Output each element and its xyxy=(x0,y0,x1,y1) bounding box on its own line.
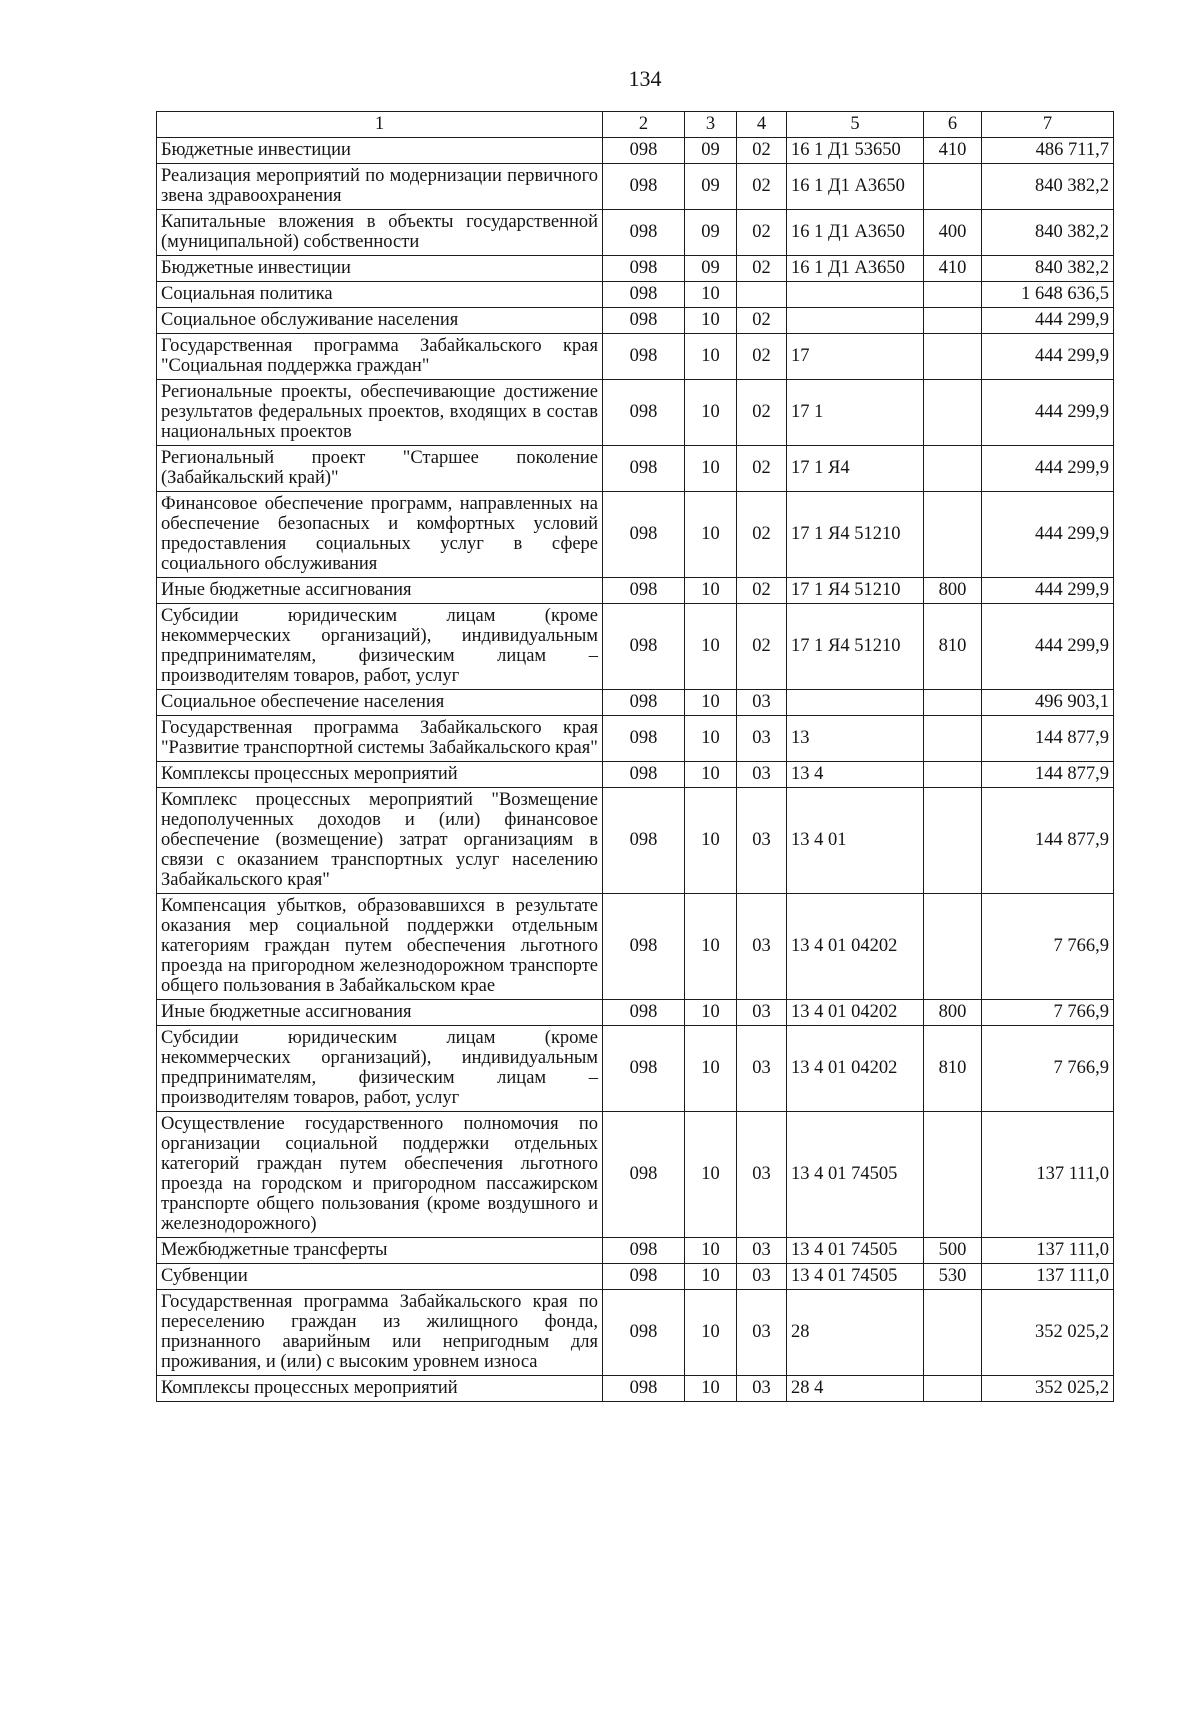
subsection-code-cell: 03 xyxy=(737,788,787,894)
subsection-code-cell: 02 xyxy=(737,604,787,690)
target-article-cell: 17 1 Я4 51210 xyxy=(787,578,924,604)
target-article-cell: 17 1 Я4 xyxy=(787,446,924,492)
amount-cell: 7 766,9 xyxy=(982,1000,1114,1026)
subsection-code-cell: 02 xyxy=(737,380,787,446)
expense-type-cell xyxy=(924,334,982,380)
amount-cell: 444 299,9 xyxy=(982,578,1114,604)
amount-cell: 7 766,9 xyxy=(982,894,1114,1000)
subsection-code-cell: 03 xyxy=(737,1376,787,1402)
target-article-cell: 13 4 01 04202 xyxy=(787,1026,924,1112)
header-col-4: 4 xyxy=(737,112,787,138)
admin-code-cell: 098 xyxy=(603,1376,685,1402)
amount-cell: 352 025,2 xyxy=(982,1290,1114,1376)
table-row xyxy=(157,334,1114,380)
subsection-code-cell: 02 xyxy=(737,446,787,492)
target-article-cell: 28 xyxy=(787,1290,924,1376)
amount-cell: 144 877,9 xyxy=(982,788,1114,894)
amount-cell: 496 903,1 xyxy=(982,690,1114,716)
section-code-cell: 10 xyxy=(685,282,737,308)
target-article-cell: 16 1 Д1 А3650 xyxy=(787,164,924,210)
section-code-cell: 10 xyxy=(685,446,737,492)
expense-type-cell: 810 xyxy=(924,1026,982,1112)
table-row xyxy=(157,1264,1114,1290)
amount-cell: 352 025,2 xyxy=(982,1376,1114,1402)
row-name-cell: Региональный проект "Старшее поколение (Забайкальский край)" xyxy=(157,446,603,492)
amount-cell: 1 648 636,5 xyxy=(982,282,1114,308)
section-code-cell: 10 xyxy=(685,1000,737,1026)
table-row xyxy=(157,282,1114,308)
amount-cell: 444 299,9 xyxy=(982,446,1114,492)
row-name-cell: Бюджетные инвестиции xyxy=(157,256,603,282)
table-row xyxy=(157,604,1114,690)
row-name-cell: Социальная политика xyxy=(157,282,603,308)
subsection-code-cell xyxy=(737,282,787,308)
target-article-cell: 16 1 Д1 53650 xyxy=(787,138,924,164)
expense-type-cell xyxy=(924,762,982,788)
section-code-cell: 10 xyxy=(685,690,737,716)
row-name-cell: Региональные проекты, обеспечивающие достижение результатов федеральных проектов, входящих в состав национальных проектов xyxy=(157,380,603,446)
amount-cell: 840 382,2 xyxy=(982,164,1114,210)
section-code-cell: 10 xyxy=(685,380,737,446)
row-name-cell: Субсидии юридическим лицам (кроме некоммерческих организаций), индивидуальным предпринимателям, физическим лицам – производителям товаров, работ, услуг xyxy=(157,604,603,690)
amount-cell: 444 299,9 xyxy=(982,604,1114,690)
admin-code-cell: 098 xyxy=(603,492,685,578)
expense-type-cell: 800 xyxy=(924,578,982,604)
subsection-code-cell: 02 xyxy=(737,334,787,380)
section-code-cell: 10 xyxy=(685,492,737,578)
expense-type-cell xyxy=(924,716,982,762)
expense-type-cell xyxy=(924,380,982,446)
subsection-code-cell: 03 xyxy=(737,1112,787,1238)
admin-code-cell: 098 xyxy=(603,1290,685,1376)
admin-code-cell: 098 xyxy=(603,578,685,604)
subsection-code-cell: 03 xyxy=(737,762,787,788)
table-row xyxy=(157,446,1114,492)
expense-type-cell: 400 xyxy=(924,210,982,256)
section-code-cell: 09 xyxy=(685,210,737,256)
section-code-cell: 10 xyxy=(685,1376,737,1402)
section-code-cell: 10 xyxy=(685,308,737,334)
table-header-row xyxy=(157,112,1114,138)
admin-code-cell: 098 xyxy=(603,308,685,334)
row-name-cell: Межбюджетные трансферты xyxy=(157,1238,603,1264)
admin-code-cell: 098 xyxy=(603,1264,685,1290)
admin-code-cell: 098 xyxy=(603,1000,685,1026)
admin-code-cell: 098 xyxy=(603,210,685,256)
table-row xyxy=(157,1376,1114,1402)
section-code-cell: 09 xyxy=(685,164,737,210)
subsection-code-cell: 03 xyxy=(737,1000,787,1026)
section-code-cell: 10 xyxy=(685,1238,737,1264)
subsection-code-cell: 03 xyxy=(737,1264,787,1290)
amount-cell: 137 111,0 xyxy=(982,1238,1114,1264)
row-name-cell: Иные бюджетные ассигнования xyxy=(157,578,603,604)
row-name-cell: Компенсация убытков, образовавшихся в результате оказания мер социальной поддержки отдельным категориям граждан путем обеспечения льготного проезда на пригородном железнодорожном транспорте общего пользования в Забайкальском крае xyxy=(157,894,603,1000)
target-article-cell: 17 xyxy=(787,334,924,380)
expense-type-cell xyxy=(924,446,982,492)
subsection-code-cell: 03 xyxy=(737,1238,787,1264)
header-col-6: 6 xyxy=(924,112,982,138)
admin-code-cell: 098 xyxy=(603,282,685,308)
target-article-cell: 17 1 Я4 51210 xyxy=(787,604,924,690)
row-name-cell: Реализация мероприятий по модернизации первичного звена здравоохранения xyxy=(157,164,603,210)
admin-code-cell: 098 xyxy=(603,690,685,716)
target-article-cell: 13 4 01 04202 xyxy=(787,1000,924,1026)
section-code-cell: 10 xyxy=(685,1026,737,1112)
target-article-cell: 17 1 xyxy=(787,380,924,446)
subsection-code-cell: 03 xyxy=(737,690,787,716)
target-article-cell: 13 4 01 74505 xyxy=(787,1238,924,1264)
section-code-cell: 10 xyxy=(685,1264,737,1290)
section-code-cell: 10 xyxy=(685,716,737,762)
section-code-cell: 09 xyxy=(685,256,737,282)
amount-cell: 840 382,2 xyxy=(982,210,1114,256)
row-name-cell: Комплексы процессных мероприятий xyxy=(157,1376,603,1402)
table-row xyxy=(157,1026,1114,1112)
row-name-cell: Комплексы процессных мероприятий xyxy=(157,762,603,788)
admin-code-cell: 098 xyxy=(603,164,685,210)
target-article-cell: 16 1 Д1 А3650 xyxy=(787,256,924,282)
target-article-cell: 13 xyxy=(787,716,924,762)
row-name-cell: Капитальные вложения в объекты государственной (муниципальной) собственности xyxy=(157,210,603,256)
amount-cell: 840 382,2 xyxy=(982,256,1114,282)
amount-cell: 144 877,9 xyxy=(982,716,1114,762)
admin-code-cell: 098 xyxy=(603,716,685,762)
subsection-code-cell: 02 xyxy=(737,308,787,334)
table-row xyxy=(157,256,1114,282)
target-article-cell xyxy=(787,308,924,334)
row-name-cell: Государственная программа Забайкальского края по переселению граждан из жилищного фонда, признанного аварийным или непригодным для проживания, и (или) с высоким уровнем износа xyxy=(157,1290,603,1376)
section-code-cell: 10 xyxy=(685,894,737,1000)
section-code-cell: 10 xyxy=(685,788,737,894)
amount-cell: 444 299,9 xyxy=(982,492,1114,578)
table-row xyxy=(157,690,1114,716)
section-code-cell: 10 xyxy=(685,1112,737,1238)
table-row xyxy=(157,894,1114,1000)
admin-code-cell: 098 xyxy=(603,788,685,894)
expense-type-cell: 800 xyxy=(924,1000,982,1026)
expense-type-cell xyxy=(924,690,982,716)
expense-type-cell: 410 xyxy=(924,138,982,164)
amount-cell: 7 766,9 xyxy=(982,1026,1114,1112)
budget-table xyxy=(156,111,1114,1402)
table-row xyxy=(157,308,1114,334)
subsection-code-cell: 02 xyxy=(737,578,787,604)
row-name-cell: Социальное обеспечение населения xyxy=(157,690,603,716)
expense-type-cell xyxy=(924,282,982,308)
table-row xyxy=(157,492,1114,578)
subsection-code-cell: 02 xyxy=(737,210,787,256)
expense-type-cell xyxy=(924,894,982,1000)
expense-type-cell xyxy=(924,788,982,894)
subsection-code-cell: 03 xyxy=(737,716,787,762)
section-code-cell: 10 xyxy=(685,1290,737,1376)
page-number: 134 xyxy=(628,66,662,91)
subsection-code-cell: 03 xyxy=(737,1026,787,1112)
table-row xyxy=(157,788,1114,894)
row-name-cell: Бюджетные инвестиции xyxy=(157,138,603,164)
table-row xyxy=(157,762,1114,788)
target-article-cell xyxy=(787,282,924,308)
table-row xyxy=(157,1238,1114,1264)
expense-type-cell xyxy=(924,164,982,210)
admin-code-cell: 098 xyxy=(603,1026,685,1112)
section-code-cell: 10 xyxy=(685,762,737,788)
table-row xyxy=(157,1290,1114,1376)
header-col-7: 7 xyxy=(982,112,1114,138)
row-name-cell: Иные бюджетные ассигнования xyxy=(157,1000,603,1026)
expense-type-cell xyxy=(924,1290,982,1376)
admin-code-cell: 098 xyxy=(603,380,685,446)
section-code-cell: 10 xyxy=(685,334,737,380)
admin-code-cell: 098 xyxy=(603,604,685,690)
amount-cell: 444 299,9 xyxy=(982,308,1114,334)
expense-type-cell: 410 xyxy=(924,256,982,282)
row-name-cell: Комплекс процессных мероприятий "Возмещение недополученных доходов и (или) финансовое обеспечение (возмещение) затрат организациям в связи с оказанием транспортных услуг населению Забайкальского края" xyxy=(157,788,603,894)
amount-cell: 137 111,0 xyxy=(982,1264,1114,1290)
row-name-cell: Государственная программа Забайкальского края "Социальная поддержка граждан" xyxy=(157,334,603,380)
amount-cell: 444 299,9 xyxy=(982,334,1114,380)
row-name-cell: Осуществление государственного полномочия по организации социальной поддержки отдельных категорий граждан путем обеспечения льготного проезда на городском и пригородном пассажирском транспорте общего пользования (кроме воздушного и железнодорожного) xyxy=(157,1112,603,1238)
table-row xyxy=(157,578,1114,604)
table-row xyxy=(157,380,1114,446)
section-code-cell: 09 xyxy=(685,138,737,164)
amount-cell: 444 299,9 xyxy=(982,380,1114,446)
admin-code-cell: 098 xyxy=(603,334,685,380)
subsection-code-cell: 02 xyxy=(737,138,787,164)
table-row xyxy=(157,138,1114,164)
expense-type-cell: 500 xyxy=(924,1238,982,1264)
row-name-cell: Субвенции xyxy=(157,1264,603,1290)
subsection-code-cell: 02 xyxy=(737,256,787,282)
admin-code-cell: 098 xyxy=(603,138,685,164)
table-row xyxy=(157,1112,1114,1238)
expense-type-cell xyxy=(924,492,982,578)
amount-cell: 137 111,0 xyxy=(982,1112,1114,1238)
admin-code-cell: 098 xyxy=(603,446,685,492)
expense-type-cell xyxy=(924,1376,982,1402)
amount-cell: 144 877,9 xyxy=(982,762,1114,788)
target-article-cell: 13 4 01 74505 xyxy=(787,1112,924,1238)
expense-type-cell: 530 xyxy=(924,1264,982,1290)
target-article-cell: 17 1 Я4 51210 xyxy=(787,492,924,578)
subsection-code-cell: 02 xyxy=(737,492,787,578)
target-article-cell: 13 4 01 04202 xyxy=(787,894,924,1000)
admin-code-cell: 098 xyxy=(603,1238,685,1264)
header-col-5: 5 xyxy=(787,112,924,138)
admin-code-cell: 098 xyxy=(603,1112,685,1238)
header-col-2: 2 xyxy=(603,112,685,138)
row-name-cell: Финансовое обеспечение программ, направленных на обеспечение безопасных и комфортных условий предоставления социальных услуг в сфере социального обслуживания xyxy=(157,492,603,578)
admin-code-cell: 098 xyxy=(603,762,685,788)
table-row xyxy=(157,716,1114,762)
subsection-code-cell: 03 xyxy=(737,1290,787,1376)
subsection-code-cell: 02 xyxy=(737,164,787,210)
expense-type-cell xyxy=(924,308,982,334)
section-code-cell: 10 xyxy=(685,604,737,690)
admin-code-cell: 098 xyxy=(603,256,685,282)
header-col-3: 3 xyxy=(685,112,737,138)
target-article-cell: 13 4 01 xyxy=(787,788,924,894)
amount-cell: 486 711,7 xyxy=(982,138,1114,164)
target-article-cell xyxy=(787,690,924,716)
row-name-cell: Социальное обслуживание населения xyxy=(157,308,603,334)
table-row xyxy=(157,164,1114,210)
row-name-cell: Государственная программа Забайкальского края "Развитие транспортной системы Забайкальского края" xyxy=(157,716,603,762)
admin-code-cell: 098 xyxy=(603,894,685,1000)
target-article-cell: 13 4 xyxy=(787,762,924,788)
subsection-code-cell: 03 xyxy=(737,894,787,1000)
target-article-cell: 16 1 Д1 А3650 xyxy=(787,210,924,256)
target-article-cell: 13 4 01 74505 xyxy=(787,1264,924,1290)
table-row xyxy=(157,1000,1114,1026)
expense-type-cell: 810 xyxy=(924,604,982,690)
header-col-1: 1 xyxy=(157,112,603,138)
row-name-cell: Субсидии юридическим лицам (кроме некоммерческих организаций), индивидуальным предпринимателям, физическим лицам – производителям товаров, работ, услуг xyxy=(157,1026,603,1112)
target-article-cell: 28 4 xyxy=(787,1376,924,1402)
expense-type-cell xyxy=(924,1112,982,1238)
table-row xyxy=(157,210,1114,256)
section-code-cell: 10 xyxy=(685,578,737,604)
